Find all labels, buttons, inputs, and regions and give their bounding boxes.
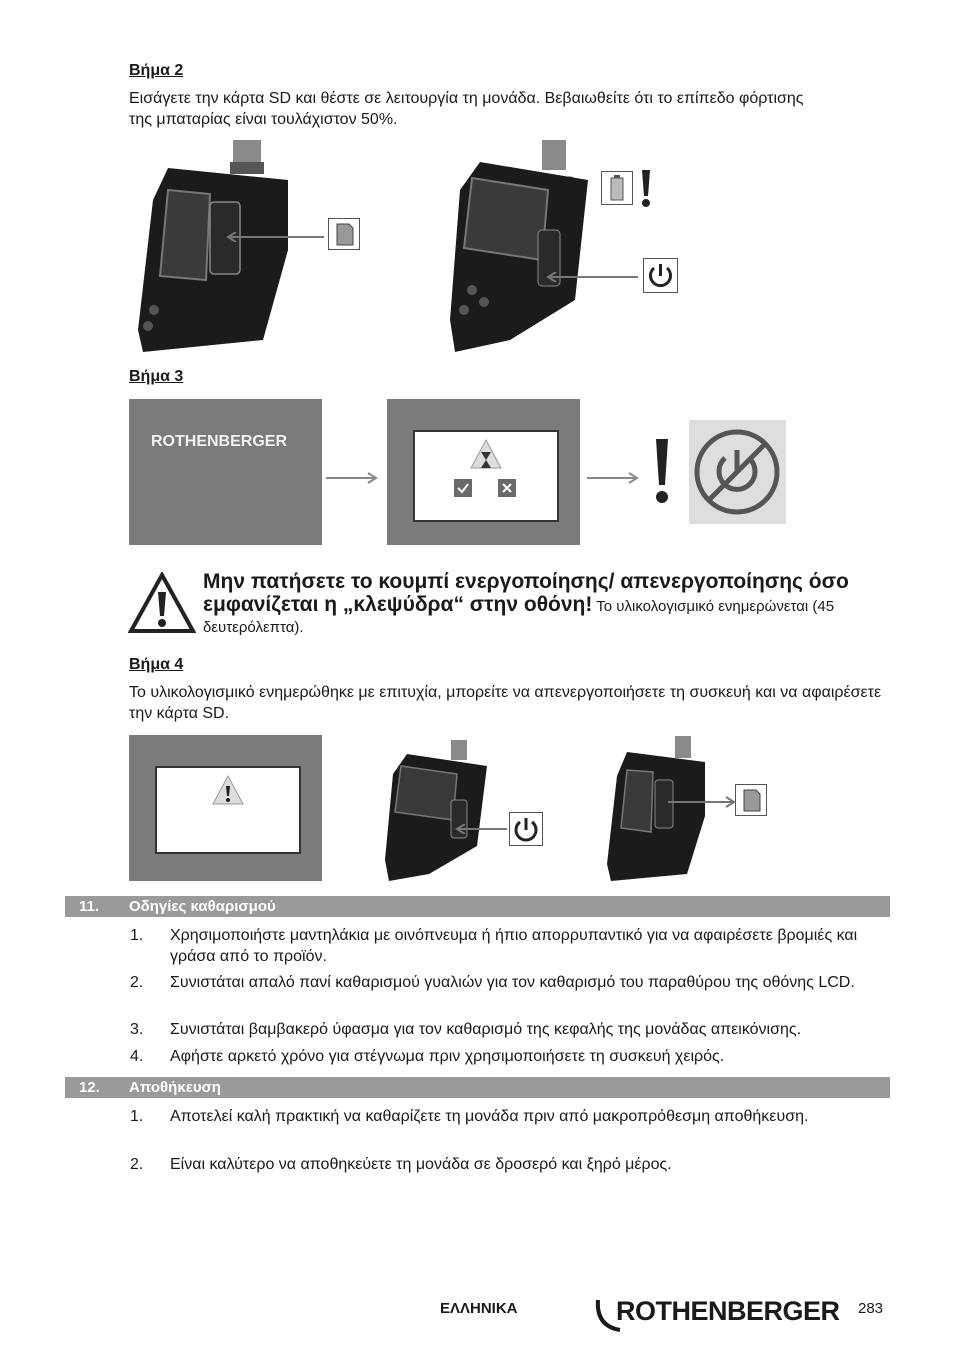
footer-logo [594, 1294, 844, 1334]
step2-heading: Βήμα 2 [129, 62, 184, 79]
section-11-header [65, 896, 890, 917]
update-dialog [413, 430, 559, 522]
screen-boot [129, 399, 322, 545]
sd-card-icon [328, 218, 360, 250]
device-front-image [450, 140, 590, 352]
cancel-icon [498, 479, 516, 497]
warning-triangle-icon [128, 572, 196, 634]
page-number: 283 [858, 1300, 884, 1317]
device-sd-slot-image [138, 140, 298, 352]
device-front-image [385, 740, 489, 881]
battery-icon [601, 171, 633, 205]
power-icon [643, 258, 678, 293]
arrow-right [587, 472, 641, 484]
footer-language: ΕΛΛΗΝΙΚΑ [440, 1300, 518, 1317]
sd-card-icon [735, 784, 767, 816]
device-sd-slot-image [607, 736, 707, 881]
section-title: Οδηγίες καθαρισμού [129, 898, 276, 915]
warning-bold: Μην πατήσετε το κουμπί ενεργοποίησης/ απενεργοποίησης όσο εμφανίζεται η „κλεψύδρα“ στην οθόνη! [203, 570, 849, 616]
screen-updating [387, 399, 580, 545]
step3-heading: Βήμα 3 [129, 368, 184, 385]
hourglass-warning-icon [469, 438, 503, 474]
step2-text: Εισάγετε την κάρτα SD και θέστε σε λειτουργία τη μονάδα. Βεβαιωθείτε ότι το επίπεδο φόρτισης της μπαταρίας είναι τουλάχιστον 50%. [129, 90, 804, 128]
exclamation-icon [651, 437, 673, 505]
confirm-icon [454, 479, 472, 497]
step4-text: Το υλικολογισμικό ενημερώθηκε με επιτυχία, μπορείτε να απενεργοποιήσετε τη συσκευή και να αφαιρέσετε την κάρτα SD. [129, 684, 882, 722]
arrow-to-sd [226, 232, 326, 242]
warning-triangle-icon [211, 774, 245, 806]
screen-brand: ROTHENBERGER [151, 433, 288, 450]
done-dialog [155, 766, 301, 854]
step4-heading: Βήμα 4 [129, 656, 184, 673]
exclamation-icon [638, 168, 654, 208]
footer-brand: ROTHENBERGER [616, 1296, 840, 1326]
warning-normal: Το υλικολογισμικό ενημερώνεται (45 δευτερόλεπτα). [203, 598, 835, 636]
section-title: Αποθήκευση [129, 1079, 221, 1096]
arrow-to-power [546, 272, 640, 282]
no-power-icon [689, 420, 786, 524]
section-number: 11. [79, 898, 100, 915]
power-icon [509, 812, 543, 846]
warning-text [203, 571, 893, 638]
arrow-right [326, 472, 380, 484]
arrow-from-sd [668, 796, 738, 808]
screen-done [129, 735, 322, 881]
arrow-to-power [455, 824, 509, 834]
section-12-header [65, 1077, 890, 1098]
section-number: 12. [79, 1079, 100, 1096]
